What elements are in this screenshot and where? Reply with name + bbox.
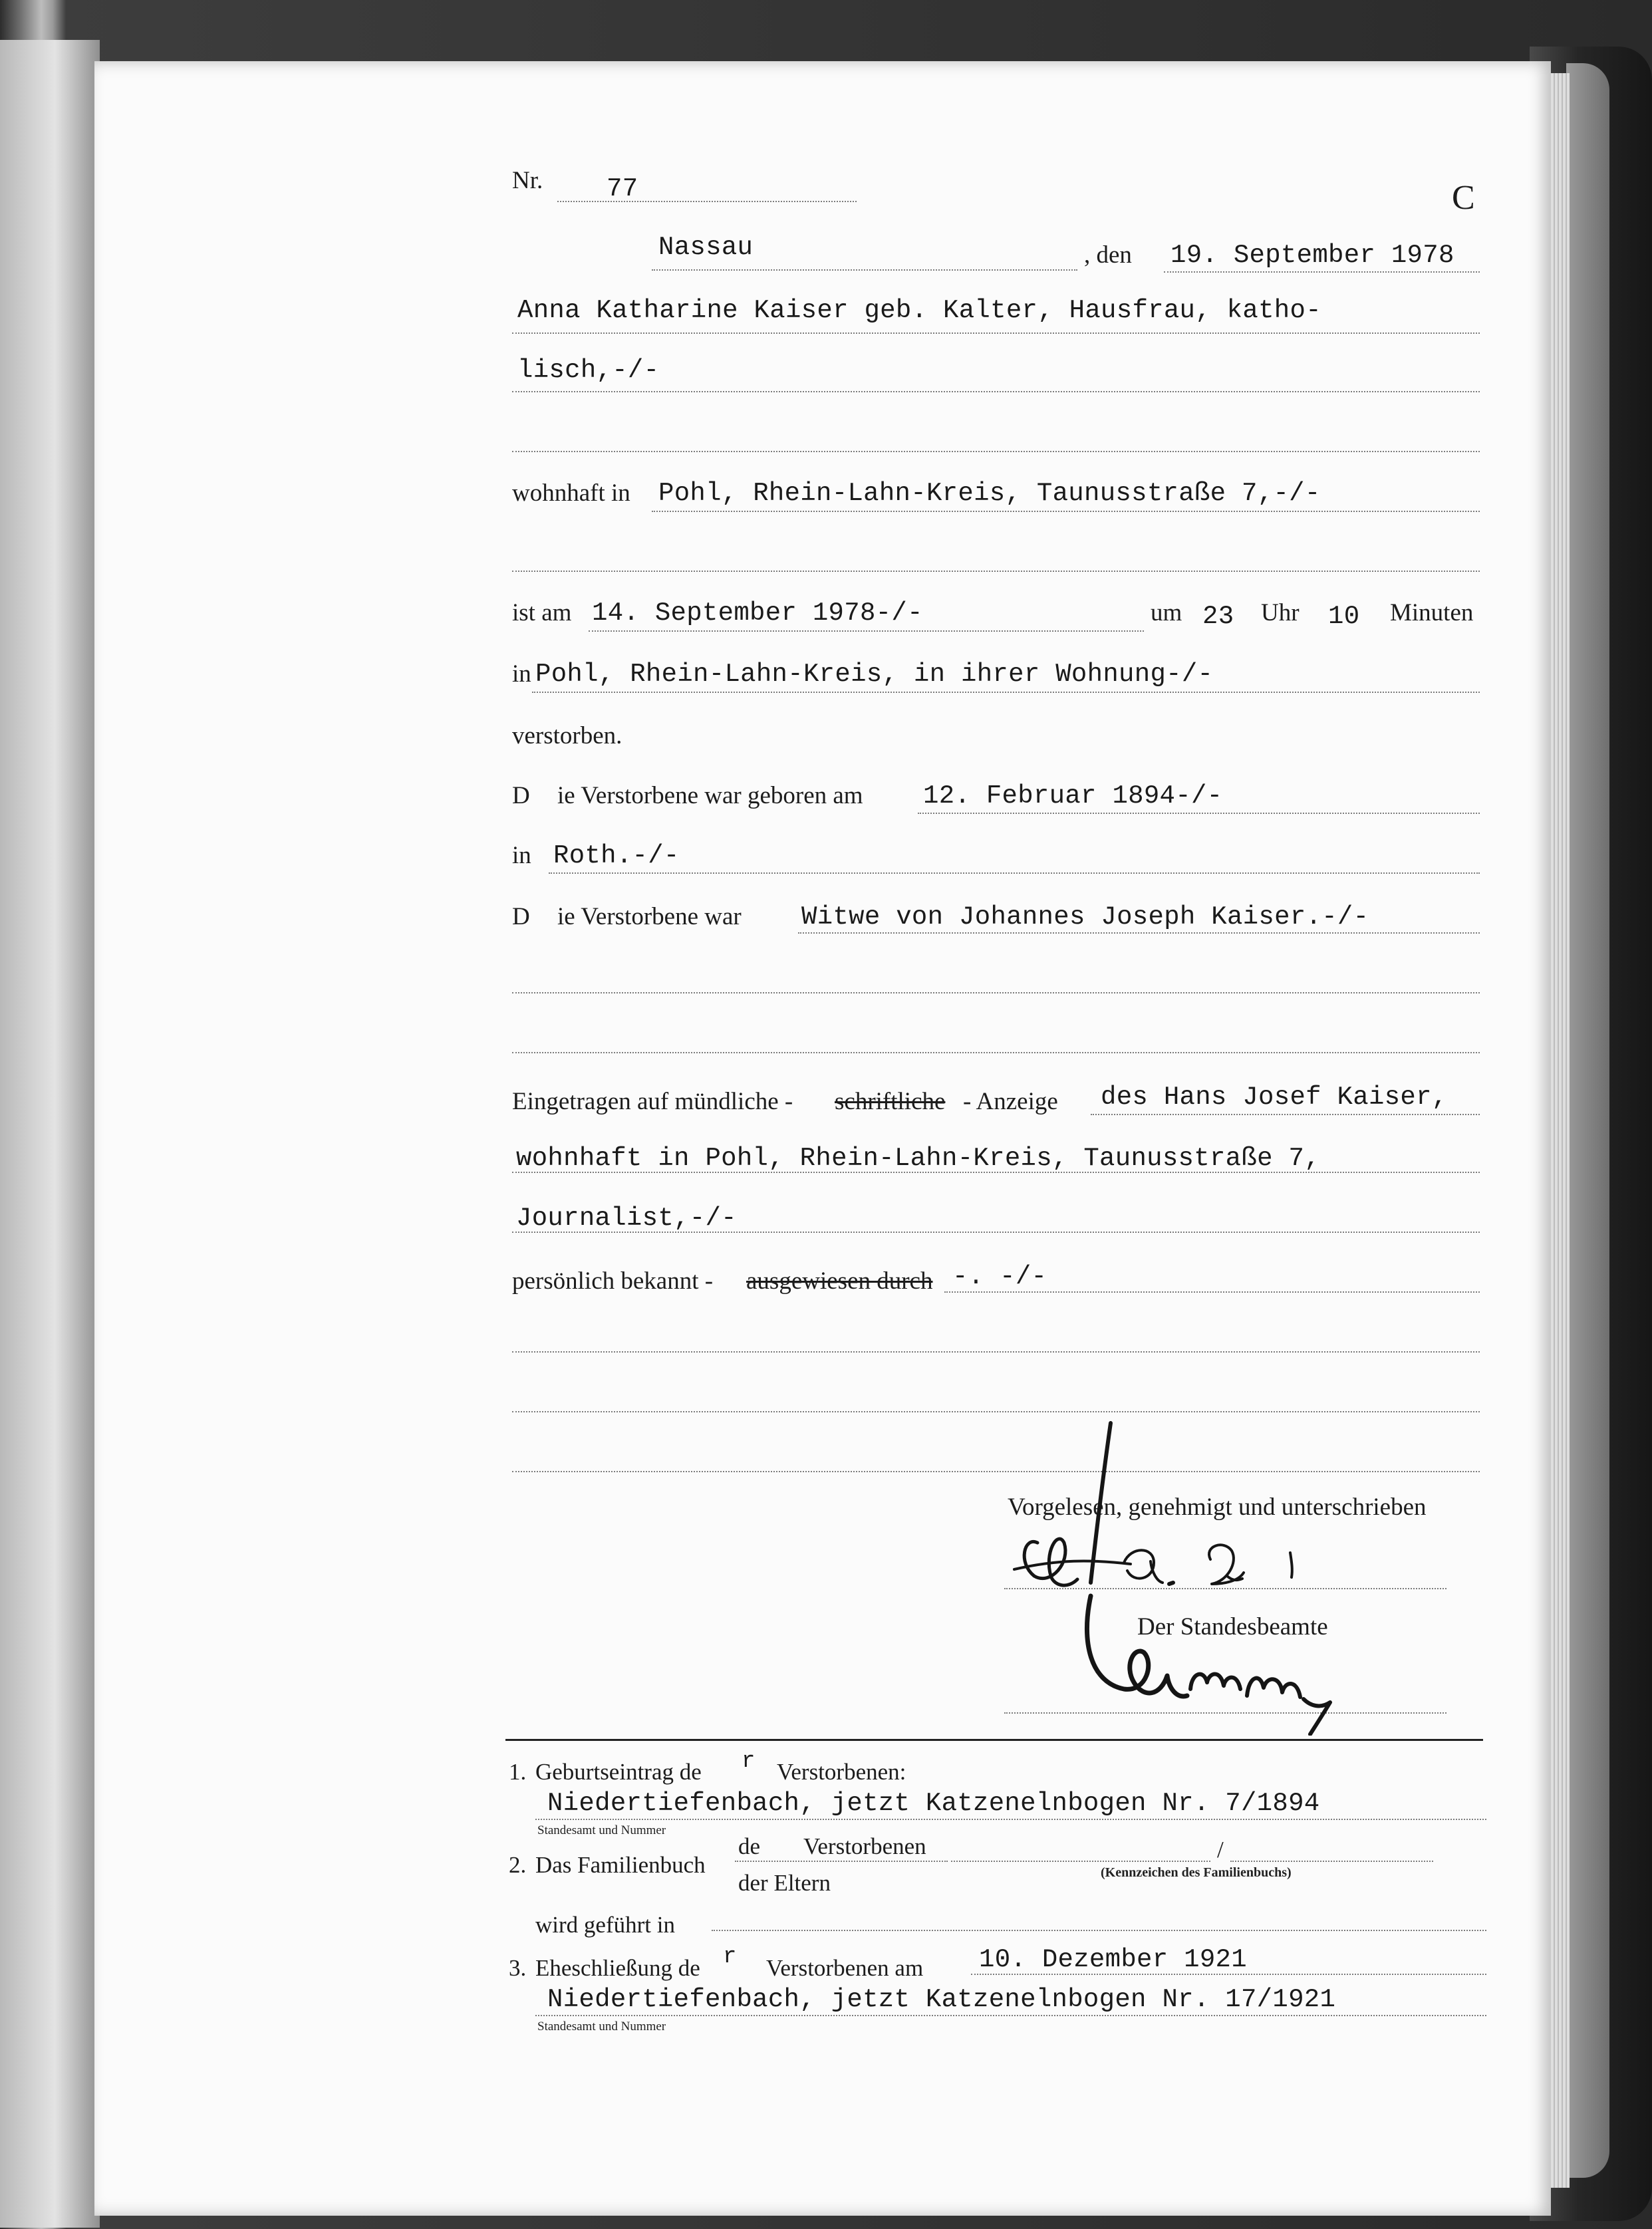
identity-struck: ausgewiesen durch: [746, 1267, 933, 1295]
f2-slash: /: [1217, 1837, 1224, 1863]
entry-line-3: Journalist,-/-: [516, 1204, 737, 1233]
f1-number: 1.: [509, 1759, 527, 1785]
person-line-1-rule: [512, 332, 1480, 334]
blank-line-3: [512, 992, 1480, 993]
status-label: ie Verstorbene war: [557, 903, 742, 930]
f2-wird: wird geführt in: [535, 1912, 675, 1938]
date-line: [1164, 271, 1480, 273]
blank-line-4: [512, 1052, 1480, 1053]
entry-suffix: - Anzeige: [963, 1088, 1058, 1115]
f2-label: Das Familienbuch: [535, 1852, 706, 1878]
date-value: 19. September 1978: [1170, 241, 1454, 270]
um-label: um: [1151, 599, 1182, 626]
declarant-signature: [998, 1410, 1370, 1609]
person-line-2-rule: [512, 391, 1480, 392]
place-line: [652, 269, 1077, 271]
f3-value: Niedertiefenbach, jetzt Katzenelnbogen Nr. 17/1921: [547, 1985, 1336, 2014]
status-value: Witwe von Johannes Joseph Kaiser.-/-: [801, 902, 1369, 932]
f3-date-rule: [971, 1974, 1486, 1975]
entry-line-2: wohnhaft in Pohl, Rhein-Lahn-Kreis, Taunusstraße 7,: [516, 1144, 1320, 1173]
status-d: D: [512, 903, 530, 930]
entry-line-2-rule: [512, 1172, 1480, 1173]
person-line-1: Anna Katharine Kaiser geb. Kalter, Hausfrau, katho-: [517, 296, 1321, 325]
death-minutes: 10: [1328, 602, 1360, 631]
birth-d: D: [512, 782, 530, 809]
f3-date: 10. Dezember 1921: [979, 1945, 1247, 1974]
approval-text: Vorgelesen, genehmigt und unterschrieben: [1008, 1494, 1427, 1521]
f3-caption: Standesamt und Nummer: [537, 2020, 666, 2033]
f2-book-rule-a: [951, 1861, 1210, 1862]
place-value: Nassau: [658, 233, 754, 262]
registrar-signature: [1071, 1583, 1390, 1736]
nr-line: [557, 201, 857, 202]
birth-date-rule: [918, 813, 1480, 814]
death-date-rule: [589, 630, 1144, 632]
f3-sup: r: [723, 1944, 737, 1970]
birth-place: Roth.-/-: [553, 841, 680, 870]
f3-label: Eheschließung de: [535, 1955, 700, 1981]
f1-value: Niedertiefenbach, jetzt Katzenelnbogen Nr. 7/1894: [547, 1789, 1320, 1818]
verstorben-label: verstorben.: [512, 722, 622, 749]
birth-place-label: in: [512, 842, 531, 869]
birth-place-rule: [549, 872, 1480, 874]
f1-caption: Standesamt und Nummer: [537, 1823, 666, 1837]
death-hour: 23: [1202, 602, 1234, 631]
f1-label: Geburtseintrag de: [535, 1759, 702, 1785]
footer-rule: [505, 1739, 1483, 1741]
f1-label-2: Verstorbenen:: [777, 1759, 906, 1785]
nr-value: 77: [607, 174, 638, 203]
identity-suffix: -. -/-: [952, 1262, 1047, 1291]
residence-label: wohnhaft in: [512, 479, 630, 507]
person-line-2: lisch,-/-: [517, 356, 660, 385]
f1-sup: r: [742, 1749, 756, 1774]
death-date-value: 14. September 1978-/-: [592, 598, 923, 628]
identity-rule: [944, 1291, 1480, 1293]
f2-number: 2.: [509, 1852, 527, 1878]
death-place-value: Pohl, Rhein-Lahn-Kreis, in ihrer Wohnung-/-: [535, 660, 1214, 689]
nr-label: Nr.: [512, 167, 543, 194]
minuten-label: Minuten: [1390, 599, 1474, 626]
left-page-edge: [0, 40, 100, 2228]
entry-prefix: Eingetragen auf mündliche -: [512, 1088, 793, 1115]
identity-label: persönlich bekannt -: [512, 1267, 714, 1295]
f3-label-2: Verstorbenen am: [766, 1955, 924, 1981]
f2-book-rule-b: [1230, 1861, 1433, 1862]
f3-number: 3.: [509, 1955, 527, 1981]
blank-line-2: [512, 571, 1480, 572]
residence-value: Pohl, Rhein-Lahn-Kreis, Taunusstraße 7,-/-: [658, 479, 1321, 508]
death-place-rule: [532, 692, 1480, 693]
registrar-label: Der Standesbeamte: [1137, 1613, 1328, 1640]
f2-wird-rule: [712, 1930, 1486, 1931]
death-place-label: in: [512, 660, 531, 688]
entry-line-1-rule: [1091, 1114, 1480, 1115]
f1-rule: [535, 1819, 1486, 1820]
f2-option-rule: [735, 1861, 948, 1862]
death-date-label: ist am: [512, 599, 572, 626]
f2-caption: (Kennzeichen des Familienbuchs): [1101, 1865, 1292, 1880]
f2-option-de: de: [738, 1833, 761, 1859]
f2-option-2: der Eltern: [738, 1870, 831, 1896]
register-letter: C: [1452, 179, 1475, 217]
book-cover-edge: [1566, 63, 1609, 2178]
f3-rule: [535, 2015, 1486, 2016]
blank-line-1: [512, 451, 1480, 452]
entry-line-3-rule: [512, 1232, 1480, 1233]
den-label: , den: [1084, 241, 1132, 269]
uhr-label: Uhr: [1261, 599, 1300, 626]
entry-line-1: des Hans Josef Kaiser,: [1101, 1083, 1448, 1112]
entry-struck: schriftliche: [835, 1088, 946, 1115]
f2-option-1: Verstorbenen: [803, 1833, 926, 1859]
birth-date: 12. Februar 1894-/-: [923, 781, 1223, 811]
residence-rule: [652, 511, 1480, 512]
status-rule: [798, 932, 1480, 934]
birth-label: ie Verstorbene war geboren am: [557, 782, 863, 809]
blank-line-5: [512, 1351, 1480, 1353]
